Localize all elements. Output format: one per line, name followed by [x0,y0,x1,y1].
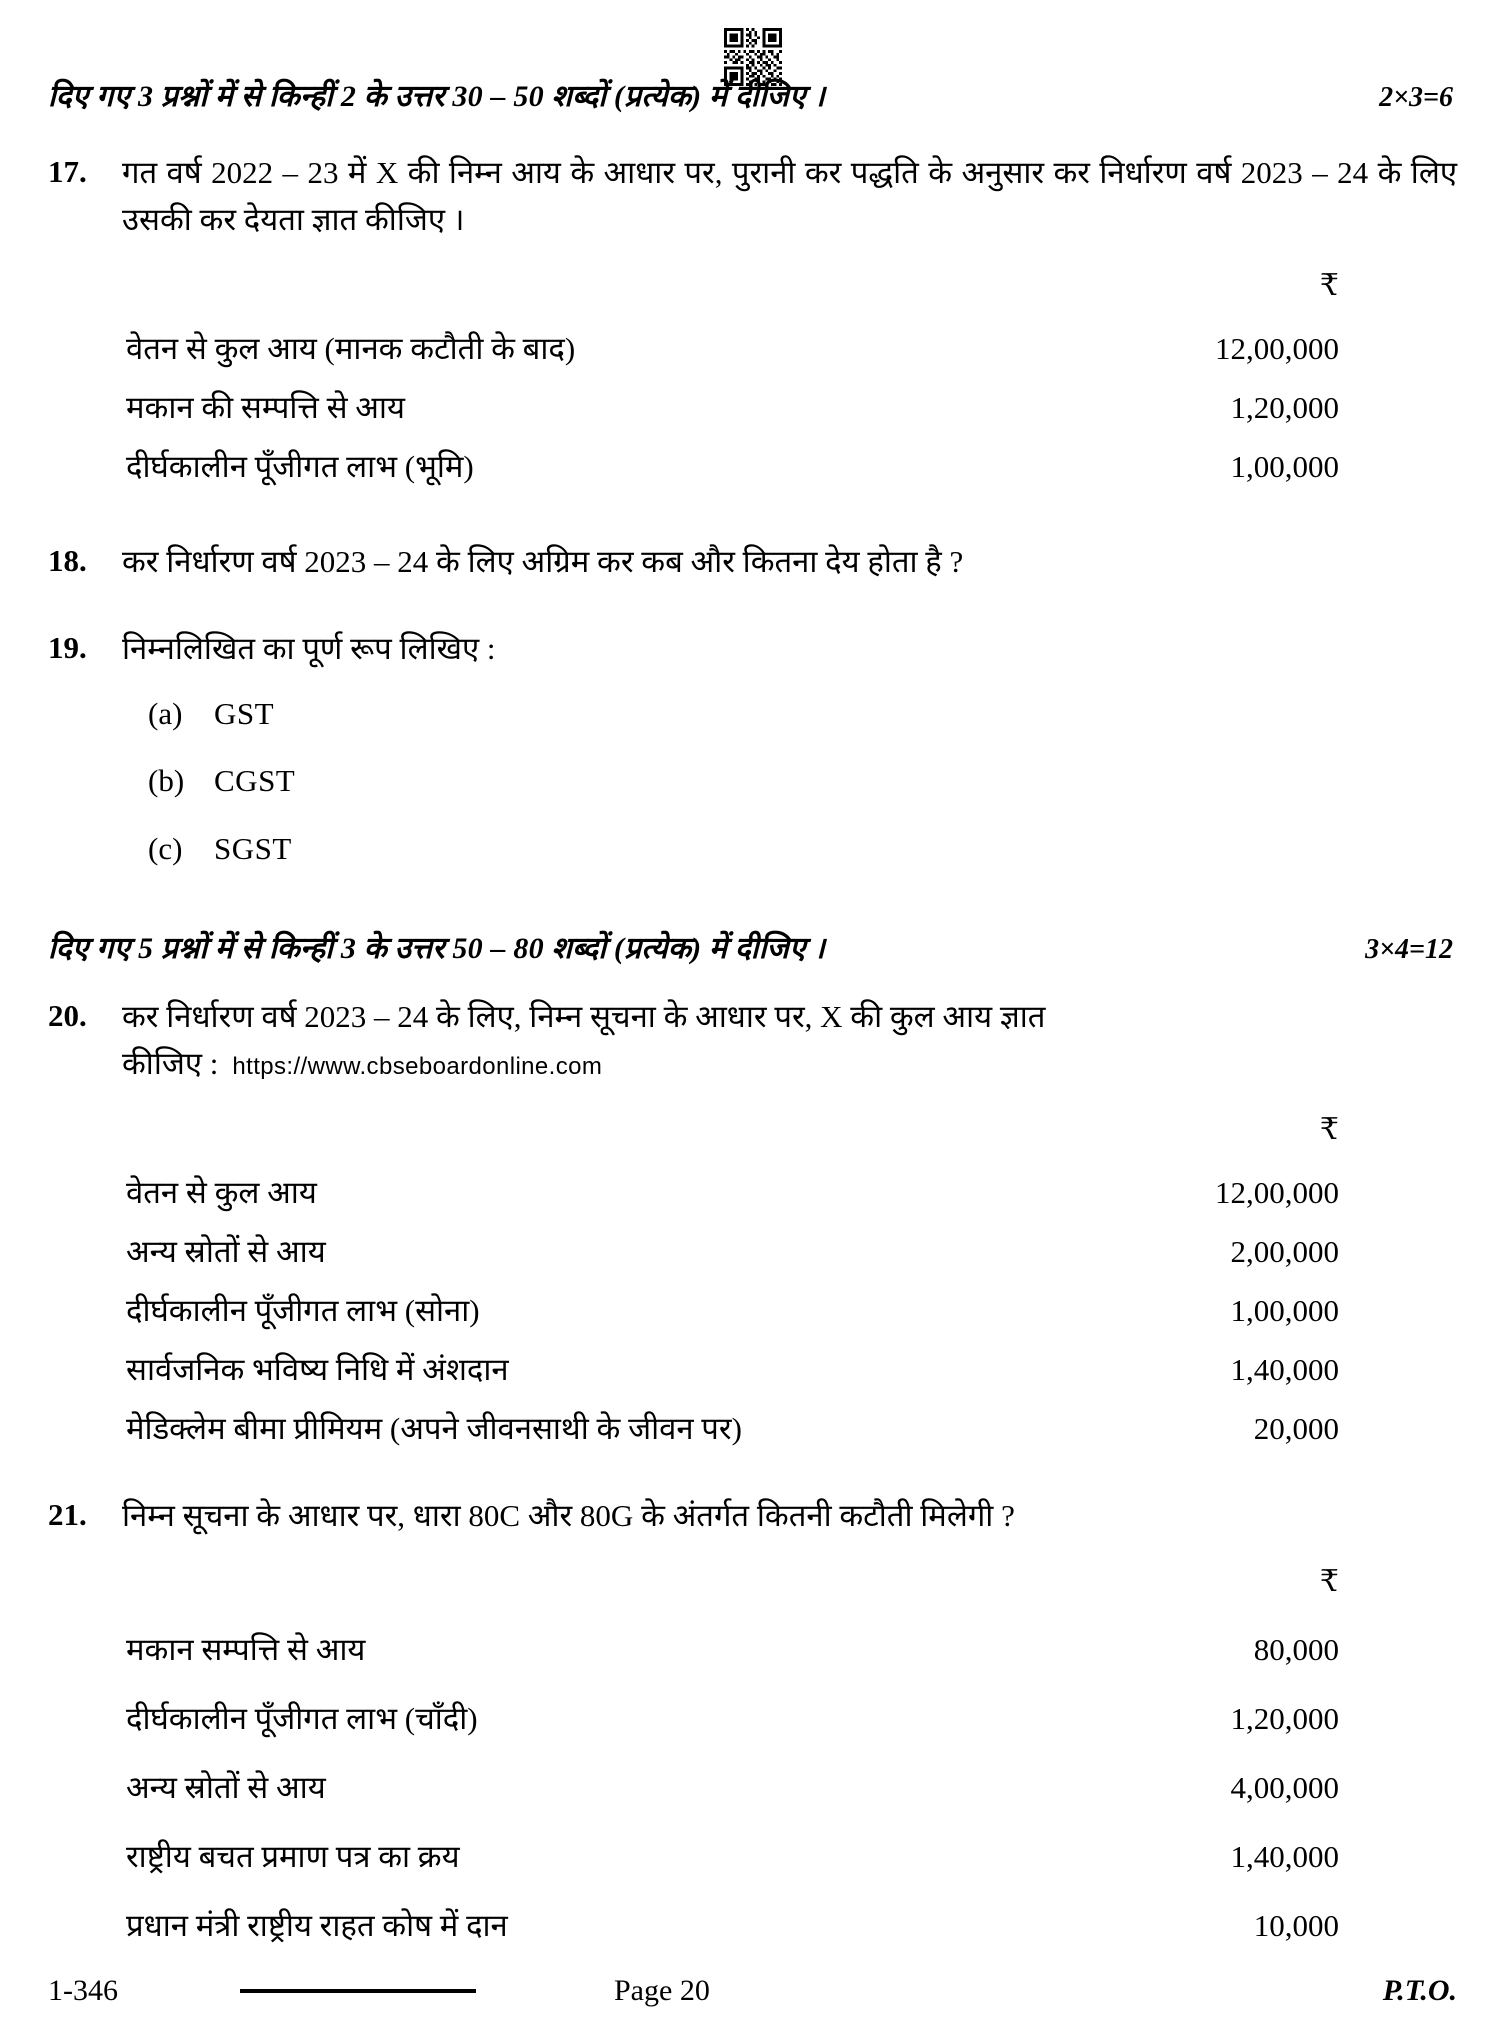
currency-symbol: ₹ [1319,1112,1339,1146]
footer-paper-code: 1-346 [48,1974,118,2007]
page-footer [48,1974,1457,2008]
question-17 [48,149,1457,496]
header-blank [122,1553,1029,1615]
amount-table-17 [122,257,1457,496]
footer-center [198,1974,1307,2008]
table-row [122,437,1457,496]
table-row [122,1822,1457,1891]
table-header-row [122,1101,1457,1163]
table-row [122,1891,1457,1960]
qr-code-container [48,0,1457,58]
question-text: गत वर्ष 2022 – 23 में X की निम्न आय के आधार पर, पुरानी कर पद्धति के अनुसार कर निर्धारण वर्ष 2023 – 24 के लिए उसकी कर देयता ज्ञात कीजिए । [122,155,1457,238]
amount-table-21 [122,1553,1457,1960]
row-label: दीर्घकालीन पूँजीगत लाभ (भूमि) [126,449,474,485]
row-value: 4,00,000 [1230,1769,1339,1805]
table-row [122,1399,1457,1458]
watermark-url: https://www.cbseboardonline.com [232,1052,603,1080]
row-value: 2,00,000 [1230,1233,1339,1269]
table-header-row [122,257,1457,319]
instruction-text: दिए गए 3 प्रश्नों में से किन्हीं 2 के उत्तर 30 – 50 शब्दों (प्रत्येक) में दीजिए । [48,80,826,113]
row-label: दीर्घकालीन पूँजीगत लाभ (चाँदी) [126,1700,478,1736]
list-item [148,757,1457,804]
question-20 [48,993,1457,1458]
section-instruction-2 [48,926,1457,967]
question-text-line-1: कर निर्धारण वर्ष 2023 – 24 के लिए, निम्न सूचना के आधार पर, X की कुल आय ज्ञात [122,998,1046,1034]
row-label: सार्वजनिक भविष्य निधि में अंशदान [126,1351,509,1387]
item-value: GST [214,696,275,732]
item-label: (a) [148,696,183,732]
row-label: अन्य स्रोतों से आय [126,1769,326,1805]
row-label: मकान सम्पत्ति से आय [126,1631,366,1667]
currency-symbol: ₹ [1319,269,1339,303]
footer-divider-rule [240,1989,476,1993]
table-header-row [122,1553,1457,1615]
amount-table-20 [122,1101,1457,1458]
table-row [122,1615,1457,1684]
question-text-line-2 [122,1040,1457,1087]
table-row [122,1340,1457,1399]
row-label: अन्य स्रोतों से आय [126,1233,326,1269]
question-text: कर निर्धारण वर्ष 2023 – 24 के लिए अग्रिम कर कब और कितना देय होता है ? [122,544,964,580]
sub-item-list [122,690,1457,871]
row-label: राष्ट्रीय बचत प्रमाण पत्र का क्रय [126,1839,460,1875]
section-instruction-1 [48,74,1457,115]
question-text: निम्न सूचना के आधार पर, धारा 80C और 80G के अंतर्गत कितनी कटौती मिलेगी ? [122,1498,1015,1534]
table-row [122,319,1457,378]
question-19 [48,625,1457,891]
table-row [122,1163,1457,1222]
question-18 [48,538,1457,585]
question-number: 18. [48,543,87,579]
row-label: मेडिक्लेम बीमा प्रीमियम (अपने जीवनसाथी के जीवन पर) [126,1410,742,1446]
instruction-marks: 3×4=12 [1365,933,1453,965]
question-number: 20. [48,997,87,1033]
row-value: 12,00,000 [1215,1174,1339,1210]
table-row [122,1281,1457,1340]
list-item [148,825,1457,872]
item-value: SGST [214,830,292,866]
row-value: 1,00,000 [1230,449,1339,485]
row-label: वेतन से कुल आय (मानक कटौती के बाद) [126,330,576,366]
row-value: 1,40,000 [1230,1839,1339,1875]
row-value: 80,000 [1253,1631,1339,1667]
instruction-text: दिए गए 5 प्रश्नों में से किन्हीं 3 के उत्तर 50 – 80 शब्दों (प्रत्येक) में दीजिए । [48,931,826,965]
question-number: 21. [48,1497,87,1533]
item-label: (c) [148,830,183,866]
item-label: (b) [148,763,185,799]
row-label: प्रधान मंत्री राष्ट्रीय राहत कोष में दान [126,1908,508,1944]
instruction-marks: 2×3=6 [1379,82,1453,113]
question-number: 19. [48,630,87,666]
row-value: 1,00,000 [1230,1292,1339,1328]
row-label: वेतन से कुल आय [126,1174,317,1210]
table-row [122,1684,1457,1753]
list-item [148,690,1457,737]
row-label: मकान की सम्पत्ति से आय [126,389,405,425]
table-row [122,1222,1457,1281]
row-value: 10,000 [1253,1908,1339,1944]
question-21 [48,1492,1457,1960]
table-row [122,378,1457,437]
row-value: 1,20,000 [1230,389,1339,425]
row-value: 12,00,000 [1215,330,1339,366]
question-text-tail: कीजिए : [122,1045,219,1081]
row-value: 20,000 [1253,1410,1339,1446]
footer-pto-label: P.T.O. [1382,1974,1457,2007]
item-value: CGST [214,763,296,799]
currency-symbol: ₹ [1319,1565,1339,1599]
row-value: 1,20,000 [1230,1700,1339,1736]
row-label: दीर्घकालीन पूँजीगत लाभ (सोना) [126,1292,480,1328]
table-row [122,1753,1457,1822]
header-blank [122,1101,1029,1163]
question-text: निम्नलिखित का पूर्ण रूप लिखिए : [122,631,496,667]
question-number: 17. [48,154,87,189]
footer-page-number: Page 20 [614,1974,710,2007]
row-value: 1,40,000 [1230,1351,1339,1387]
header-blank [122,257,1029,319]
